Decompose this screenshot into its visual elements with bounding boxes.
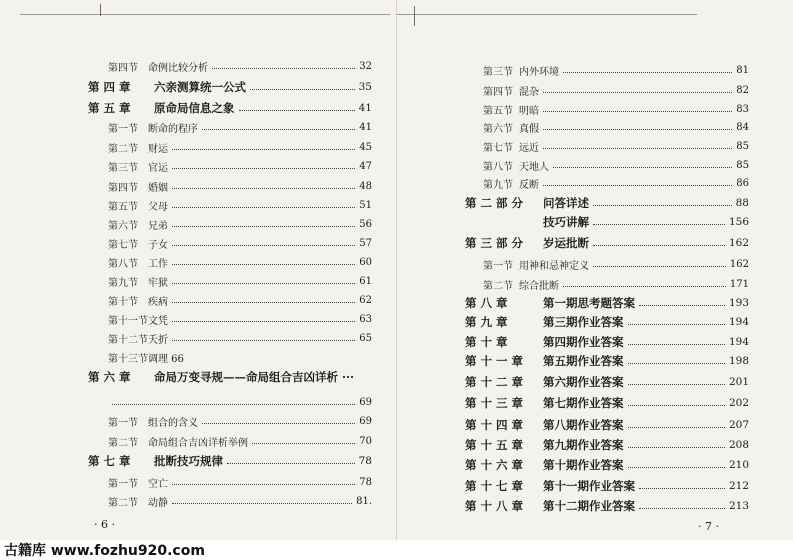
toc-entry-title: 第九期作业答案 — [543, 438, 624, 452]
toc-entry-title: 综合批断 — [519, 280, 559, 292]
toc-entry — [465, 101, 749, 117]
toc-entry-title: 第六期作业答案 — [543, 375, 624, 389]
toc-entry — [465, 395, 749, 411]
right-page — [397, 0, 793, 540]
toc-entry-number: 第七节 — [108, 239, 138, 251]
dot-leader — [172, 321, 355, 322]
dot-leader — [639, 488, 725, 489]
dot-leader — [628, 384, 725, 385]
dot-leader — [172, 340, 355, 341]
dot-leader — [172, 283, 355, 284]
toc-entry — [88, 178, 372, 194]
toc-entry — [465, 175, 749, 191]
toc-entry-number: 第三节 — [483, 66, 513, 78]
toc-entry-page: 194 — [728, 316, 749, 328]
toc-entry — [88, 330, 372, 346]
toc-entry-number: 第 十 七 章 — [465, 479, 524, 493]
toc-entry-title: 子女 — [148, 239, 168, 251]
toc-entry-page: 60 — [359, 256, 372, 268]
toc-entry-title: 岁运批断 — [543, 236, 589, 250]
top-tick-left — [100, 4, 101, 16]
folio-left: · 6 · — [94, 518, 115, 531]
toc-entry-number: 第九节 — [483, 179, 513, 191]
toc-entry-number: 第 八 章 — [465, 296, 508, 310]
toc-entry-page: 41 — [359, 121, 372, 133]
dot-leader — [543, 111, 732, 112]
toc-entry — [88, 197, 372, 213]
toc-entry — [465, 157, 749, 173]
dot-leader — [112, 404, 355, 405]
toc-entry — [88, 453, 372, 469]
toc-entry-title: 第四期作业答案 — [543, 335, 624, 349]
toc-entry-page: 48 — [359, 180, 372, 192]
toc-entry-number: 第五节 — [483, 105, 513, 117]
dot-leader — [593, 245, 725, 246]
toc-entry-page: 82 — [736, 84, 749, 96]
dot-leader — [553, 167, 732, 168]
toc-entry-page: 81. — [356, 495, 372, 507]
toc-entry-page: 202 — [728, 397, 749, 409]
toc-entry-number: 第十节 — [108, 296, 138, 308]
toc-entry-number: 第二节 — [108, 437, 138, 449]
toc-entry — [88, 292, 372, 308]
toc-entry-number: 第 十 章 — [465, 335, 508, 349]
toc-entry-number: 第六节 — [108, 220, 138, 232]
dot-leader — [628, 467, 725, 468]
dot-leader — [172, 245, 355, 246]
toc-entry-title: 动静 — [148, 497, 168, 509]
toc-entry — [465, 498, 749, 514]
dot-leader — [628, 447, 725, 448]
toc-entry-title: 空亡 — [148, 478, 168, 490]
toc-entry — [88, 79, 372, 95]
toc-entry-page: 56 — [359, 218, 372, 230]
toc-entry-title: 断命的程序 — [148, 123, 198, 135]
toc-entry-title: 明暗 — [519, 105, 539, 117]
toc-entry-number: 第八节 — [483, 161, 513, 173]
toc-entry-number: 第 六 章 — [88, 370, 131, 384]
toc-entry-title: 父母 — [148, 201, 168, 213]
toc-entry-title: 官运 — [148, 162, 168, 174]
toc-entry-title: 婚姻 — [148, 182, 168, 194]
dot-leader — [563, 72, 732, 73]
dot-leader — [172, 207, 355, 208]
toc-entry-page: 78 — [358, 455, 372, 467]
toc-entry-title: 反断 — [519, 179, 539, 191]
dot-leader — [628, 344, 725, 345]
toc-entry-title: 疾病 — [148, 296, 168, 308]
toc-entry-page: 45 — [359, 141, 372, 153]
toc-entry-page: 212 — [728, 480, 749, 492]
dot-leader — [172, 264, 355, 265]
toc-entry — [465, 276, 749, 292]
toc-entry-title: 六亲测算统一公式 — [154, 80, 246, 94]
dot-leader — [172, 226, 355, 227]
toc-entry-title: 批断技巧规律 — [154, 454, 223, 468]
toc-entry-title: 真假 — [519, 123, 539, 135]
toc-entry-title: 命例比较分析 — [148, 62, 208, 74]
toc-entry-title: 调理 66 — [148, 353, 184, 365]
toc-entry-title: 第十期作业答案 — [543, 458, 624, 472]
dot-leader — [628, 427, 725, 428]
toc-entry-page: 85 — [736, 159, 749, 171]
toc-entry-number: 第 九 章 — [465, 315, 508, 329]
toc-entry-number: 第 十 五 章 — [465, 438, 524, 452]
dot-leader — [639, 508, 725, 509]
dot-leader — [639, 305, 725, 306]
toc-entry-page: 57 — [359, 237, 372, 249]
toc-entry-number: 第一节 — [108, 123, 138, 135]
toc-entry — [465, 295, 749, 311]
toc-entry-number: 第七节 — [483, 142, 513, 154]
dot-leader — [172, 302, 355, 303]
dot-leader — [593, 224, 725, 225]
dot-leader — [593, 205, 732, 206]
toc-entry-title: 混杂 — [519, 86, 539, 98]
dot-leader — [543, 129, 732, 130]
toc-entry — [88, 349, 372, 365]
folio-right: · 7 · — [698, 520, 719, 533]
toc-entry-title: 工作 — [148, 258, 168, 270]
toc-entry-number: 第四节 — [483, 86, 513, 98]
toc-entry-page: 70 — [359, 435, 372, 447]
watermark-text: 古籍库 www.fozhu920.com — [4, 543, 205, 559]
toc-entry-title: 兄弟 — [148, 220, 168, 232]
dot-leader — [543, 92, 732, 93]
toc-entry — [88, 394, 372, 410]
toc-entry-title: 第五期作业答案 — [543, 354, 624, 368]
toc-entry-title: 组合的含义 — [148, 417, 198, 429]
toc-entry-number: 第十三节 — [108, 353, 148, 365]
toc-entry — [88, 235, 372, 251]
toc-entry-number: 第 五 章 — [88, 101, 131, 115]
toc-entry-number: 第三节 — [108, 162, 138, 174]
toc-entry-title: 第八期作业答案 — [543, 418, 624, 432]
toc-entry-number: 第 四 章 — [88, 80, 131, 94]
toc-entry-number: 第一节 — [483, 260, 513, 272]
toc-entry-title: 第十一期作业答案 — [543, 479, 635, 493]
toc-entry-page: 84 — [736, 121, 749, 133]
toc-entry — [465, 374, 749, 390]
toc-entry — [465, 62, 749, 78]
toc-entry — [465, 235, 749, 251]
toc-entry-page: 47 — [359, 160, 372, 172]
left-page — [0, 0, 396, 540]
toc-entry-number: 第 十 一 章 — [465, 354, 524, 368]
toc-entry-page: 81 — [736, 64, 749, 76]
toc-entry-number: 第 十 三 章 — [465, 396, 524, 410]
dot-leader — [172, 149, 355, 150]
dot-leader — [239, 110, 355, 111]
toc-entry-page: 69 — [359, 415, 372, 427]
dot-leader — [172, 484, 355, 485]
toc-entry-page: 156 — [728, 216, 749, 228]
toc-entry-page: 32 — [359, 60, 372, 72]
toc-entry — [465, 437, 749, 453]
toc-entry-page: 198 — [728, 355, 749, 367]
toc-entry-number: 第四节 — [108, 62, 138, 74]
toc-entry-page: 83 — [736, 103, 749, 115]
toc-entry-page: 78 — [359, 476, 372, 488]
dot-leader — [543, 185, 732, 186]
toc-entry-title: 命局万变寻规——命局组合吉凶详析 ··· — [154, 370, 355, 384]
toc-entry-number: 第十一节 — [108, 315, 148, 327]
toc-entry-page: 86 — [736, 177, 749, 189]
toc-entry-number: 第六节 — [483, 123, 513, 135]
toc-entry — [465, 417, 749, 433]
toc-entry-number: 第八节 — [108, 258, 138, 270]
toc-entry-number: 第一节 — [108, 417, 138, 429]
toc-entry-number: 第五节 — [108, 201, 138, 213]
toc-entry-page: 201 — [728, 376, 749, 388]
dot-leader — [628, 324, 725, 325]
dot-leader — [202, 129, 355, 130]
toc-entry — [465, 138, 749, 154]
toc-entry — [465, 119, 749, 135]
toc-entry-title: 天地人 — [519, 161, 549, 173]
toc-entry — [465, 195, 749, 211]
dot-leader — [172, 503, 352, 504]
toc-entry — [88, 100, 372, 116]
toc-entry — [465, 314, 749, 330]
toc-entry — [465, 82, 749, 98]
toc-entry-number: 第 三 部 分 — [465, 236, 524, 250]
watermark-footer — [0, 540, 793, 560]
toc-entry-page: 162 — [728, 237, 749, 249]
toc-entry-page: 207 — [728, 419, 749, 431]
toc-entry — [465, 478, 749, 494]
toc-entry-title: 远近 — [519, 142, 539, 154]
dot-leader — [212, 68, 355, 69]
toc-entry-page: 194 — [728, 336, 749, 348]
toc-entry — [88, 58, 372, 74]
dot-leader — [628, 405, 725, 406]
dot-leader — [593, 266, 726, 267]
toc-entry-page: 193 — [728, 297, 749, 309]
toc-entry-title: 问答详述 — [543, 196, 589, 210]
dot-leader — [250, 89, 355, 90]
toc-entry — [88, 413, 372, 429]
toc-entry — [88, 493, 372, 509]
dot-leader — [628, 363, 725, 364]
dot-leader — [172, 168, 355, 169]
toc-entry-page: 88 — [735, 197, 749, 209]
toc-entry-number: 第 二 部 分 — [465, 196, 524, 210]
toc-entry-number: 第二节 — [108, 143, 138, 155]
dot-leader — [227, 463, 355, 464]
toc-entry-title: 夭折 — [148, 334, 168, 346]
top-tick-right — [414, 6, 415, 26]
toc-entry — [88, 474, 372, 490]
toc-entry — [465, 256, 749, 272]
toc-entry — [88, 311, 372, 327]
toc-entry — [88, 254, 372, 270]
toc-entry-page: 69 — [359, 396, 372, 408]
toc-entry — [465, 353, 749, 369]
toc-entry — [88, 273, 372, 289]
toc-entry — [465, 457, 749, 473]
toc-entry-number: 第四节 — [108, 182, 138, 194]
toc-entry-page: 41 — [358, 102, 372, 114]
toc-entry-title: 文凭 — [148, 315, 168, 327]
toc-entry-title: 财运 — [148, 143, 168, 155]
toc-entry-number: 第 七 章 — [88, 454, 131, 468]
toc-entry-page: 213 — [728, 500, 749, 512]
toc-entry-title: 第三期作业答案 — [543, 315, 624, 329]
toc-entry-page: 61 — [359, 275, 372, 287]
dot-leader — [202, 423, 355, 424]
toc-entry — [88, 216, 372, 232]
toc-entry-title: 技巧讲解 — [543, 215, 589, 229]
toc-entry-page: 51 — [359, 199, 372, 211]
toc-entry-number: 第二节 — [483, 280, 513, 292]
top-rule-right — [397, 14, 697, 15]
toc-entry — [465, 334, 749, 350]
toc-entry — [88, 119, 372, 135]
toc-entry-page: 162 — [729, 258, 749, 270]
toc-entry — [465, 214, 749, 230]
toc-entry-page: 171 — [729, 278, 749, 290]
toc-entry-page: 208 — [728, 439, 749, 451]
toc-entry-title: 第七期作业答案 — [543, 396, 624, 410]
dot-leader — [252, 443, 355, 444]
toc-entry-page: 62 — [359, 294, 372, 306]
toc-entry-page: 210 — [728, 459, 749, 471]
toc-entry-number: 第九节 — [108, 277, 138, 289]
top-rule-left — [20, 14, 390, 15]
toc-entry-page: 65 — [359, 332, 372, 344]
dot-leader — [172, 188, 355, 189]
toc-entry — [88, 369, 372, 385]
toc-entry-number: 第一节 — [108, 478, 138, 490]
toc-entry-number: 第十二节 — [108, 334, 148, 346]
toc-entry-number: 第 十 八 章 — [465, 499, 524, 513]
toc-entry-title: 原命局信息之象 — [154, 101, 235, 115]
toc-entry-title: 用神和忌神定义 — [519, 260, 589, 272]
toc-entry-number: 第二节 — [108, 497, 138, 509]
toc-entry-page: 85 — [736, 140, 749, 152]
toc-entry — [88, 158, 372, 174]
toc-entry-title: 内外环境 — [519, 66, 559, 78]
toc-entry-title: 第十二期作业答案 — [543, 499, 635, 513]
toc-entry-number: 第 十 六 章 — [465, 458, 524, 472]
toc-entry-page: 35 — [358, 81, 372, 93]
toc-entry-title: 牢狱 — [148, 277, 168, 289]
toc-entry — [88, 433, 372, 449]
toc-entry-number: 第 十 二 章 — [465, 375, 524, 389]
toc-entry-title: 第一期思考题答案 — [543, 296, 635, 310]
dot-leader — [543, 148, 732, 149]
toc-entry-number: 第 十 四 章 — [465, 418, 524, 432]
toc-entry — [88, 139, 372, 155]
toc-entry-title: 命局组合吉凶详析举例 — [148, 437, 248, 449]
dot-leader — [563, 286, 726, 287]
toc-entry-page: 63 — [359, 313, 372, 325]
